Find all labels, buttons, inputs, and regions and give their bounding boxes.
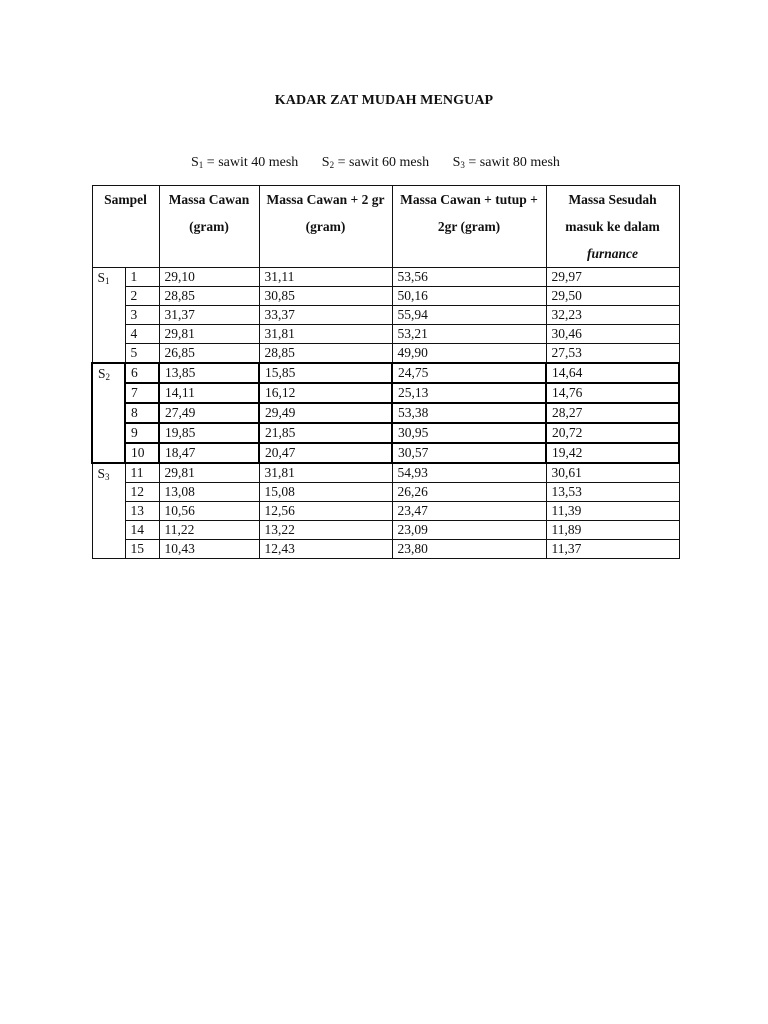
- cell-c2: 20,47: [259, 443, 392, 463]
- cell-c3: 23,09: [392, 521, 546, 540]
- cell-no: 5: [125, 344, 159, 364]
- cell-c1: 26,85: [159, 344, 259, 364]
- table-row: [92, 268, 679, 287]
- cell-c1: 13,85: [159, 363, 259, 383]
- cell-c2: 31,81: [259, 463, 392, 483]
- cell-c4: 32,23: [546, 306, 679, 325]
- sample-legend: [191, 155, 560, 171]
- table-header-row: [92, 186, 679, 268]
- header-massa-cawan: Massa Cawan (gram): [159, 186, 259, 268]
- cell-c1: 19,85: [159, 423, 259, 443]
- cell-c1: 10,56: [159, 502, 259, 521]
- cell-no: 1: [125, 268, 159, 287]
- cell-c4: 11,39: [546, 502, 679, 521]
- table-row: [92, 325, 679, 344]
- cell-c2: 13,22: [259, 521, 392, 540]
- cell-c2: 15,08: [259, 483, 392, 502]
- cell-c3: 53,21: [392, 325, 546, 344]
- cell-no: 11: [125, 463, 159, 483]
- cell-c2: 31,81: [259, 325, 392, 344]
- cell-c4: 14,76: [546, 383, 679, 403]
- cell-c1: 29,81: [159, 325, 259, 344]
- volatile-matter-table: [91, 185, 680, 559]
- table-row: [92, 443, 679, 463]
- table-row: [92, 521, 679, 540]
- cell-c4: 28,27: [546, 403, 679, 423]
- legend-item-s1: $S_1$ = sawit 40 mesh: [191, 155, 299, 170]
- cell-c3: 23,47: [392, 502, 546, 521]
- cell-c3: 25,13: [392, 383, 546, 403]
- header-sampel: Sampel: [92, 186, 159, 268]
- cell-c3: 53,56: [392, 268, 546, 287]
- cell-c3: 23,80: [392, 540, 546, 559]
- cell-c4: 19,42: [546, 443, 679, 463]
- cell-c2: 30,85: [259, 287, 392, 306]
- table-row: [92, 463, 679, 483]
- cell-c4: 11,37: [546, 540, 679, 559]
- cell-c4: 29,50: [546, 287, 679, 306]
- header-massa-cawan-tutup: Massa Cawan + tutup + 2gr (gram): [392, 186, 546, 268]
- cell-c4: 30,46: [546, 325, 679, 344]
- cell-c1: 29,81: [159, 463, 259, 483]
- cell-no: 14: [125, 521, 159, 540]
- cell-c3: 24,75: [392, 363, 546, 383]
- cell-no: 4: [125, 325, 159, 344]
- cell-no: 9: [125, 423, 159, 443]
- table-row: [92, 502, 679, 521]
- legend-item-s2: $S_2$ = sawit 60 mesh: [321, 155, 430, 170]
- group-label-s3: $S_3$: [92, 463, 125, 559]
- cell-c1: 11,22: [159, 521, 259, 540]
- cell-c1: 28,85: [159, 287, 259, 306]
- cell-c2: 12,56: [259, 502, 392, 521]
- cell-c1: 29,10: [159, 268, 259, 287]
- cell-c2: 12,43: [259, 540, 392, 559]
- cell-c4: 20,72: [546, 423, 679, 443]
- cell-c3: 30,57: [392, 443, 546, 463]
- cell-c4: 14,64: [546, 363, 679, 383]
- cell-c1: 18,47: [159, 443, 259, 463]
- cell-no: 13: [125, 502, 159, 521]
- legend-item-s3: $S_3$ = sawit 80 mesh: [452, 155, 560, 170]
- cell-c3: 53,38: [392, 403, 546, 423]
- cell-no: 8: [125, 403, 159, 423]
- cell-c2: 29,49: [259, 403, 392, 423]
- cell-c2: 31,11: [259, 268, 392, 287]
- cell-c3: 30,95: [392, 423, 546, 443]
- table-row: [92, 540, 679, 559]
- cell-c1: 10,43: [159, 540, 259, 559]
- cell-c3: 26,26: [392, 483, 546, 502]
- cell-no: 3: [125, 306, 159, 325]
- page-title: KADAR ZAT MUDAH MENGUAP: [274, 93, 494, 108]
- cell-c3: 54,93: [392, 463, 546, 483]
- group-label-s2: $S_2$: [92, 363, 125, 463]
- cell-c4: 11,89: [546, 521, 679, 540]
- cell-c1: 14,11: [159, 383, 259, 403]
- cell-no: 10: [125, 443, 159, 463]
- cell-c1: 13,08: [159, 483, 259, 502]
- cell-c3: 50,16: [392, 287, 546, 306]
- table-row: [92, 383, 679, 403]
- header-massa-sesudah: Massa Sesudah masuk ke dalam furnance: [546, 186, 679, 268]
- cell-c4: 27,53: [546, 344, 679, 364]
- cell-c3: 49,90: [392, 344, 546, 364]
- group-label-s1: $S_1$: [92, 268, 125, 364]
- table-row: [92, 363, 679, 383]
- cell-no: 7: [125, 383, 159, 403]
- cell-c2: 15,85: [259, 363, 392, 383]
- cell-c2: 33,37: [259, 306, 392, 325]
- cell-no: 6: [125, 363, 159, 383]
- table-row: [92, 403, 679, 423]
- cell-c2: 16,12: [259, 383, 392, 403]
- cell-c4: 13,53: [546, 483, 679, 502]
- table-row: [92, 306, 679, 325]
- cell-c1: 27,49: [159, 403, 259, 423]
- cell-c4: 29,97: [546, 268, 679, 287]
- table-row: [92, 483, 679, 502]
- header-massa-cawan-2gr: Massa Cawan + 2 gr (gram): [259, 186, 392, 268]
- cell-no: 2: [125, 287, 159, 306]
- cell-no: 12: [125, 483, 159, 502]
- table-row: [92, 423, 679, 443]
- cell-c4: 30,61: [546, 463, 679, 483]
- cell-c2: 21,85: [259, 423, 392, 443]
- cell-c2: 28,85: [259, 344, 392, 364]
- cell-c1: 31,37: [159, 306, 259, 325]
- cell-no: 15: [125, 540, 159, 559]
- table-row: [92, 344, 679, 364]
- table-row: [92, 287, 679, 306]
- cell-c3: 55,94: [392, 306, 546, 325]
